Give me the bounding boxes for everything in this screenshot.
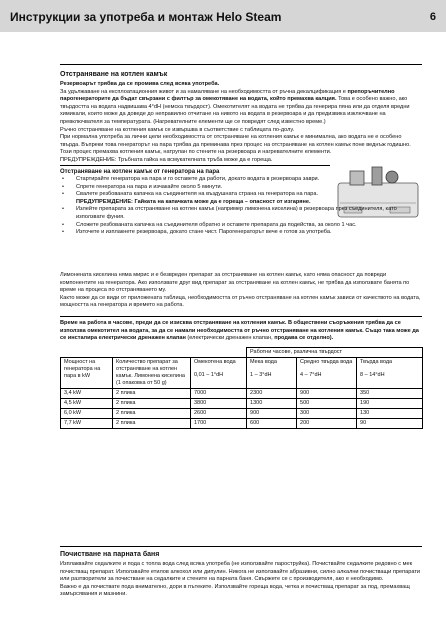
column-header: Количество препарат за отстраняване на котлен камък. Лимонена киселина (1 опаковка от 50 g) xyxy=(113,357,191,388)
floor-cleaning-paragraph: Важно е да почиствате пода внимателно, дори в пътеките. Използвайте гореща вода, четка и почистващ препарат за под, премахващ замърсявания и мазнини. xyxy=(60,583,410,598)
list-item: • Стартирайте генератора на пара и го оставете да работи, докато водата в резервоара заври. xyxy=(60,176,422,184)
column-header: Мощност на генератора на пара в kW xyxy=(61,357,113,388)
table-cell: 90 xyxy=(357,418,423,428)
table-cell: 350 xyxy=(357,388,423,398)
page-number: 6 xyxy=(429,11,436,23)
column-header: Средно твърда вода 4 – 7°dH xyxy=(297,357,357,388)
descaling-table-section xyxy=(60,320,422,429)
manual-title: Инструкции за употреба и монтаж xyxy=(10,10,213,24)
table-row xyxy=(61,388,423,398)
table-cell: 600 xyxy=(247,418,297,428)
column-header: Омекотена вода 0,01 – 1°dH xyxy=(191,357,247,388)
column-header: Твърда вода 8 – 14°dH xyxy=(357,357,423,388)
section-heading: Отстраняване на котлен камък xyxy=(60,71,168,78)
table-cell: 2600 xyxy=(191,408,247,418)
burn-warning: ПРЕДУПРЕЖДЕНИЕ: Гайката на капачката може да е гореща – опасност от изгаряне. xyxy=(76,198,311,205)
table-cell: 200 xyxy=(297,418,357,428)
descaling-section xyxy=(60,70,422,165)
section-divider xyxy=(60,64,422,65)
header-title xyxy=(10,10,281,24)
section-heading: Отстраняване на котлен камък от генератора на пара xyxy=(60,169,220,175)
table-cell: 900 xyxy=(247,408,297,418)
table-cell: 6,0 kW xyxy=(61,408,113,418)
table-cell: 7000 xyxy=(191,388,247,398)
hot-nut-warning: ПРЕДУПРЕЖДЕНИЕ: Тръбната гайка на всмукателната тръба може да е гореща. xyxy=(60,156,273,163)
table-caption: Време на работа в часове, преди да се изисква отстраняване на котления камък. В обществени съоръжения трябва да се използва омекотител на водата, за да се намали необходимостта от ръчно отстраняване на котления камък. Също така може да се инсталира електрически дренажен клапан (електрически дренажен клапан, продава се отделно). xyxy=(60,320,419,342)
table-row xyxy=(61,408,423,418)
citric-acid-section xyxy=(60,272,422,310)
steam-room-cleaning-section xyxy=(60,550,422,599)
section-divider xyxy=(60,316,422,317)
table-cell: 3800 xyxy=(191,398,247,408)
brand-name: Helo Steam xyxy=(216,10,282,24)
table-cell: 1300 xyxy=(247,398,297,408)
table-cell: 3,4 kW xyxy=(61,388,113,398)
section-divider xyxy=(60,546,422,547)
table-cell: 500 xyxy=(297,398,357,408)
manual-descaling-note: Ръчно отстраняване на котления камък се извършва в съответствие с таблицата по-долу. xyxy=(60,126,295,133)
normal-use-paragraph: При нормална употреба за лични цели необходимостта от отстраняване на котления камък е минимална, ако водата не е особено твърда. Въпреки това генераторът на пара трябва да преминава през процес на отстраняване на котлен камък поне веднъж годишно. Този процес премахва котления камък, натрупан по стените на резервоара и нагревателните елементи. xyxy=(60,134,411,156)
section-heading: Почистване на парната баня xyxy=(60,551,160,558)
descaling-paragraph: За удължаване на експлоатационния живот и за намаляване на необходимостта от ръчна декалцификация е препоръчително парогенераторите да бъдат свързани с филтър за омекотяване на водата, който премахва калция. Това е особено важно, ако твърдостта на водата надвишава 4°dH (немска твърдост). Омекотителят на водата не трябва да генерира пяна или да отделя вредни химикали, които може да доведе до неправилно отчитане на нивото на водата в резервоара и да предизвика изключване на превключвателя за температурата. (Нагревателните елементи ще се повредят след известно време.) xyxy=(60,88,410,125)
table-cell: 2 плика xyxy=(113,388,191,398)
column-header: Мека вода 1 – 3°dH xyxy=(247,357,297,388)
table-cell: 2300 xyxy=(247,388,297,398)
list-item: • Източете и изплакнете резервоара, докато стане чист. Парогенераторът вече е готов за употреба. xyxy=(60,229,422,237)
table-cell: 900 xyxy=(297,388,357,398)
descaling-steps-continued xyxy=(60,206,422,236)
table-header-row xyxy=(61,357,423,388)
list-item: • Излейте препарата за отстраняване на котлен камък (например лимонена киселина) в резервоара през съединителя, като използвате фуния. xyxy=(60,206,422,221)
table-reference-paragraph: Както може да се види от приложената таблица, необходимостта от ръчно отстраняване на котлен камък зависи от качеството на водата, мощността на генератора и времето на работа. xyxy=(60,294,421,309)
descaling-steps xyxy=(60,176,422,199)
table-cell: 1700 xyxy=(191,418,247,428)
lead-sentence: Резервоарът трябва да се промива след всяка употреба. xyxy=(60,81,220,87)
table-cell: 7,7 kW xyxy=(61,418,113,428)
table-cell: 4,5 kW xyxy=(61,398,113,408)
citric-acid-paragraph: Лимонената киселина няма мирис и е безвреден препарат за отстраняване на котлен камък, като няма опасност да повреди компонентите на генератора. Ако използвате друг вид препарат за отстраняване на котлен камък, не трябва да използвате банята по време на процеса по отстраняването му. xyxy=(60,272,410,294)
table-cell: 190 xyxy=(357,398,423,408)
table-row xyxy=(61,398,423,408)
table-cell: 300 xyxy=(297,408,357,418)
table-cell: 2 плика xyxy=(113,408,191,418)
group-header: Работни часове, различна твърдост xyxy=(247,347,423,357)
table-row xyxy=(61,418,423,428)
list-item: • Свалете резбованата капачка на съединителя на въздушната страна на генератора на пара. xyxy=(60,191,422,199)
list-item: • Спрете генератора на пара и изчакайте около 5 минути. xyxy=(60,184,422,192)
table-cell: 2 плика xyxy=(113,418,191,428)
table-cell: 2 плика xyxy=(113,398,191,408)
list-item: • Сложете резбованата капачка на съединителя обратно и оставете препарата да подейства, за около 1 час. xyxy=(60,222,422,230)
table-header-row xyxy=(61,347,423,357)
descaling-interval-table xyxy=(60,347,423,429)
cleaning-paragraph: Изплаквайте седалките и пода с топла вода след всяка употреба (не използвайте пароструйка). Почиствайте седалките редовно с мек почистващ препарат. Използвайте етилов алкохол или дипулин. Никога не използвайте абразивни, силно алкални почистващи препарати или разтворители за почистване на седалките и стените на парната баня. Свържете се с производителя, ако е необходимо. xyxy=(60,561,421,583)
table-cell: 130 xyxy=(357,408,423,418)
page-header xyxy=(0,0,446,32)
generator-descaling-section xyxy=(60,168,422,237)
